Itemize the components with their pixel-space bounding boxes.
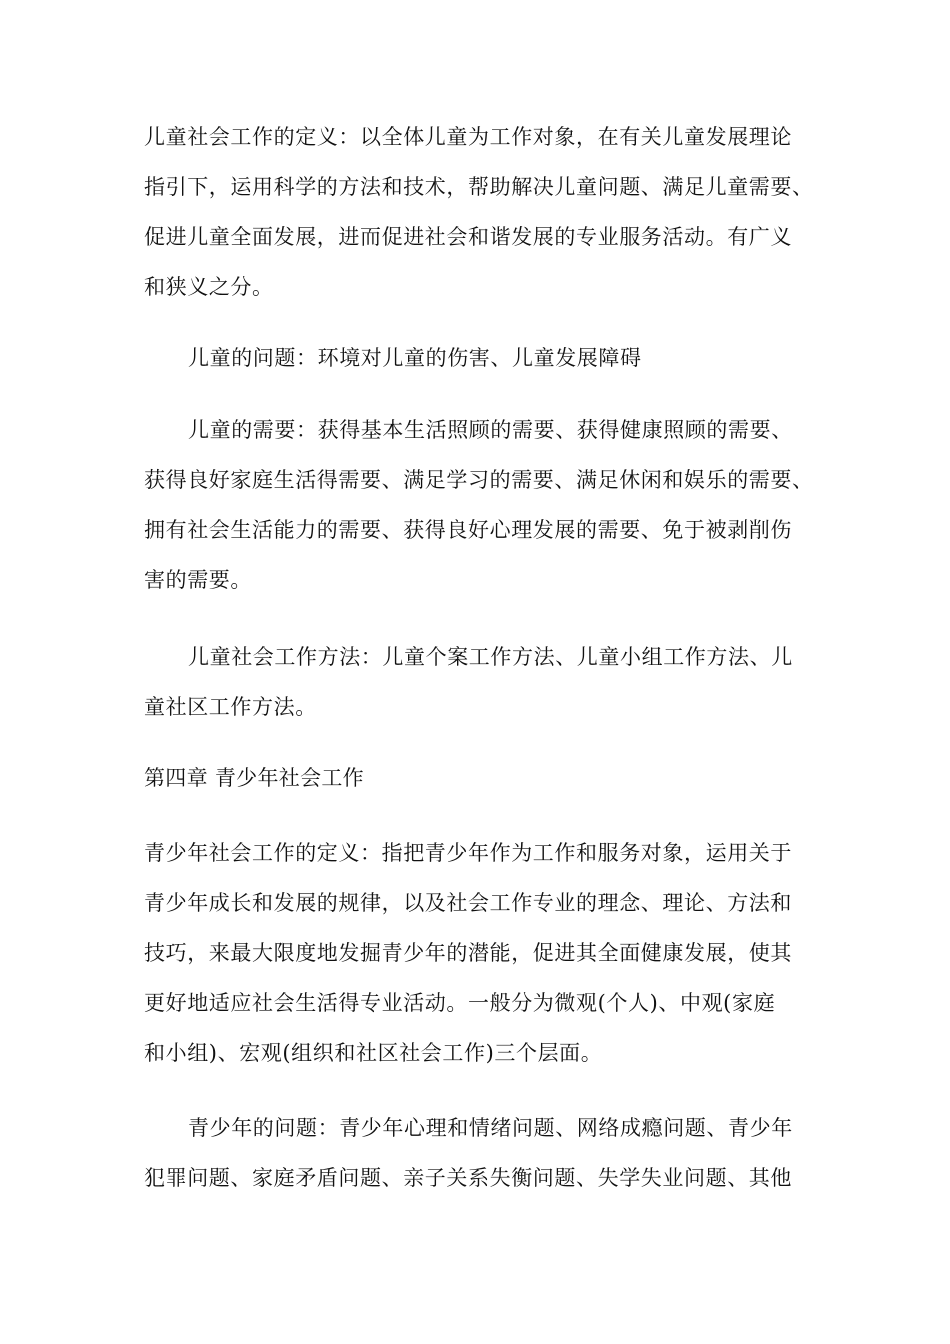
- child-needs-line-4: 害的需要。: [144, 568, 252, 592]
- youth-sw-definition-line-4: 更好地适应社会生活得专业活动。一般分为微观(个人)、中观(家庭: [144, 991, 776, 1015]
- child-sw-definition-line-3: 促进儿童全面发展，进而促进社会和谐发展的专业服务活动。有广义: [144, 225, 792, 249]
- child-sw-definition-line-2: 指引下，运用科学的方法和技术，帮助解决儿童问题、满足儿童需要、: [144, 175, 814, 199]
- child-needs-line-2: 获得良好家庭生活得需要、满足学习的需要、满足休闲和娱乐的需要、: [144, 468, 814, 492]
- youth-sw-definition-line-5: 和小组)、宏观(组织和社区社会工作)三个层面。: [144, 1041, 603, 1065]
- child-sw-methods-line-1: 儿童社会工作方法：儿童个案工作方法、儿童小组工作方法、儿: [188, 645, 793, 669]
- child-needs-line-3: 拥有社会生活能力的需要、获得良好心理发展的需要、免于被剥削伤: [144, 518, 792, 542]
- youth-sw-definition-line-3: 技巧，来最大限度地发掘青少年的潜能，促进其全面健康发展，使其: [144, 941, 792, 965]
- youth-problems-line-1: 青少年的问题：青少年心理和情绪问题、网络成瘾问题、青少年: [188, 1116, 793, 1140]
- youth-sw-definition-line-2: 青少年成长和发展的规律，以及社会工作专业的理念、理论、方法和: [144, 891, 792, 915]
- child-problems-line-1: 儿童的问题：环境对儿童的伤害、儿童发展障碍: [188, 346, 642, 370]
- child-sw-definition-line-1: 儿童社会工作的定义：以全体儿童为工作对象，在有关儿童发展理论: [144, 125, 792, 149]
- youth-problems-line-2: 犯罪问题、家庭矛盾问题、亲子关系失衡问题、失学失业问题、其他: [144, 1166, 792, 1190]
- chapter-4-heading: 第四章 青少年社会工作: [144, 766, 364, 790]
- child-needs-line-1: 儿童的需要：获得基本生活照顾的需要、获得健康照顾的需要、: [188, 418, 793, 442]
- youth-sw-definition-line-1: 青少年社会工作的定义：指把青少年作为工作和服务对象，运用关于: [144, 841, 792, 865]
- child-sw-definition-line-4: 和狭义之分。: [144, 275, 274, 299]
- child-sw-methods-line-2: 童社区工作方法。: [144, 695, 317, 719]
